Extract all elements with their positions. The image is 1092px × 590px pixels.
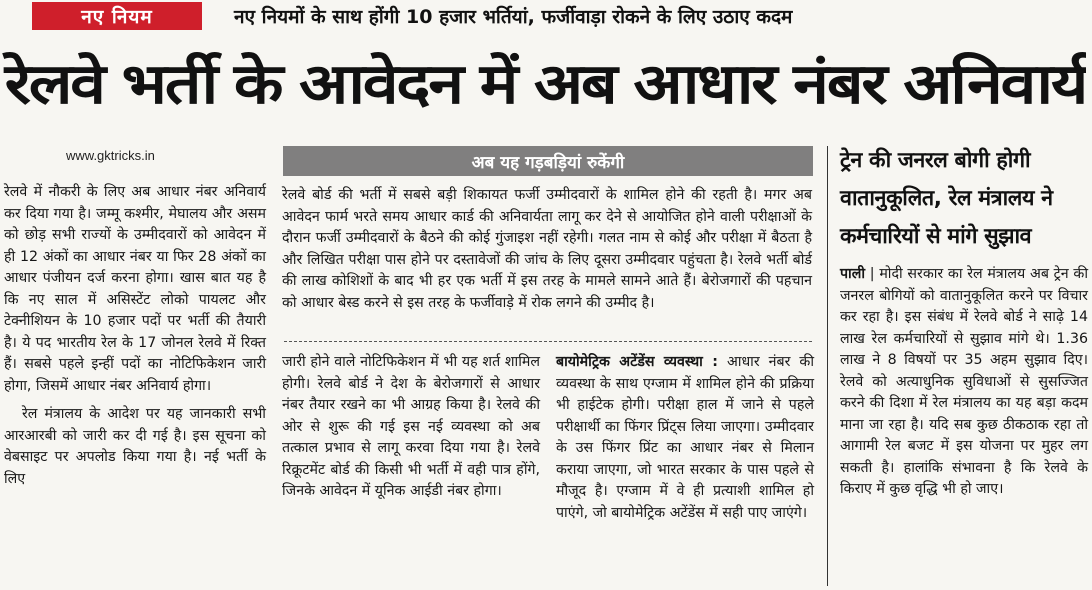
column-1 xyxy=(4,182,266,490)
column-1-para-2: रेल मंत्रालय के आदेश पर यह जानकारी सभी आरआरबी को जारी कर दी गई है। इस सूचना को वेबसाइट पर अपलोड किया गया है। नई भर्ती के लिए xyxy=(4,406,266,487)
sidebar-body xyxy=(840,264,1088,501)
box-title: अब यह गड़बड़ियां रुकेंगी xyxy=(283,146,813,176)
top-strip xyxy=(0,0,1092,32)
watermark-url: www.gktricks.in xyxy=(66,148,155,163)
dateline-separator: | xyxy=(869,266,880,282)
section-tag: नए नियम xyxy=(32,2,202,30)
column-3-lead: बायोमेट्रिक अटेंडेंस व्यवस्था : xyxy=(556,354,718,370)
column-3 xyxy=(556,352,814,524)
sidebar-headline: ट्रेन की जनरल बोगी होगी वातानुकूलित, रेल मंत्रालय ने कर्मचारियों से मांगे सुझाव xyxy=(840,148,1053,249)
dashed-divider xyxy=(284,341,812,342)
box-body: रेलवे बोर्ड की भर्ती में सबसे बड़ी शिकायत फर्जी उम्मीदवारों के शामिल होने की रहती है। मगर अब आवेदन फार्म भरते समय आधार कार्ड की अनिवार्यता लागू कर देने से आयोजित होने वाली परीक्षाओं के दौरान फर्जी उम्मीदवारों के बैठने की कोई गुंजाइश नहीं रहेगी। गलत नाम से कोई और परीक्षा में बैठता है और लिखित परीक्षा पास होने पर दस्तावेजों की जांच के लिए दूसरा उम्मीदवार पहुंचता है। रेलवे भर्ती बोर्ड की लाख कोशिशों के बाद भी हर एक भर्ती में इस तरह के मामले सामने आते हैं। बेरोजगारों की पहचान को आधार बेस्ड करने से इस तरह के फर्जीवाड़े में रोक लगने की उम्मीद है। xyxy=(282,187,812,311)
sidebar-divider xyxy=(827,146,828,586)
column-1-para-1: रेलवे में नौकरी के लिए अब आधार नंबर अनिवार्य कर दिया गया है। जम्मू कश्मीर, मेघालय और असम को छोड़ सभी राज्यों के उम्मीदवारों को आवेदन में ही 12 अंकों का आधार नंबर या फिर 28 अंकों का आधार पंजीयन दर्ज करना होगा। खास बात यह है कि नए साल में असिस्टेंट लोको पायलट और टेक्नीशियन के 10 हजार पदों पर भर्ती की तैयारी है। ये पद भारतीय रेल के 17 जोनल रेलवे में रिक्त हैं। सबसे पहले इन्हीं पदों का नोटिफिकेशन जारी होगा, जिसमें आधार नंबर अनिवार्य होगा। xyxy=(4,184,266,394)
column-3-text: आधार नंबर की व्यवस्था के साथ एग्जाम में शामिल होने की प्रक्रिया भी हाईटेक होगी। परीक्षा हाल में जाने से पहले परीक्षार्थी का फिंगर प्रिंट्स लिया जाएगा। उम्मीदवार के उस फिंगर प्रिंट का आधार नंबर से मिलान कराया जाएगा, जो भारत सरकार के पास पहले से मौजूद है। एग्जाम में वे ही प्रत्याशी शामिल हो पाएंगे, जो बायोमेट्रिक अटेंडेंस में सही पाए जाएंगे। xyxy=(556,354,814,521)
subheadline: नए नियमों के साथ होंगी 10 हजार भर्तियां, फर्जीवाड़ा रोकने के लिए उठाए कदम xyxy=(234,6,793,28)
column-2: जारी होने वाले नोटिफिकेशन में भी यह शर्त शामिल होगी। रेलवे बोर्ड ने देश के बेरोजगारों से आधार नंबर तैयार रखने का भी आग्रह किया है। रेलवे की ओर से शुरू की गई इस नई व्यवस्था को अब तत्काल प्रभाव से लागू करवा दिया गया है। रेलवे रिक्रूटमेंट बोर्ड की किसी भी भर्ती में वही पात्र होंगे, जिनके आवेदन में यूनिक आईडी नंबर होगा। xyxy=(282,354,540,499)
sidebar-text: मोदी सरकार का रेल मंत्रालय अब ट्रेन की जनरल बोगियों को वातानुकूलित करने पर विचार कर रहा है। इस संबंध में रेलवे बोर्ड ने साढ़े 14 लाख रेल कर्मचारियों से सुझाव मांगे थे। 1.36 लाख ने 8 विषयों पर 35 अहम सुझाव दिए। रेलवे को अत्याधुनिक सुविधाओं से सुसज्जित करने की दिशा में रेल मंत्रालय का यह बड़ा कदम माना जा रहा है। यदि सब कुछ ठीकठाक रहा तो आगामी रेल बजट में इस योजना पर मुहर लग सकती है। हालांकि संभावना है कि रेलवे के किराए में कुछ वृद्धि भी हो जाए। xyxy=(840,266,1088,497)
dateline-place: पाली xyxy=(840,266,866,282)
main-headline: रेलवे भर्ती के आवेदन में अब आधार नंबर अनिवार्य xyxy=(4,52,1086,117)
